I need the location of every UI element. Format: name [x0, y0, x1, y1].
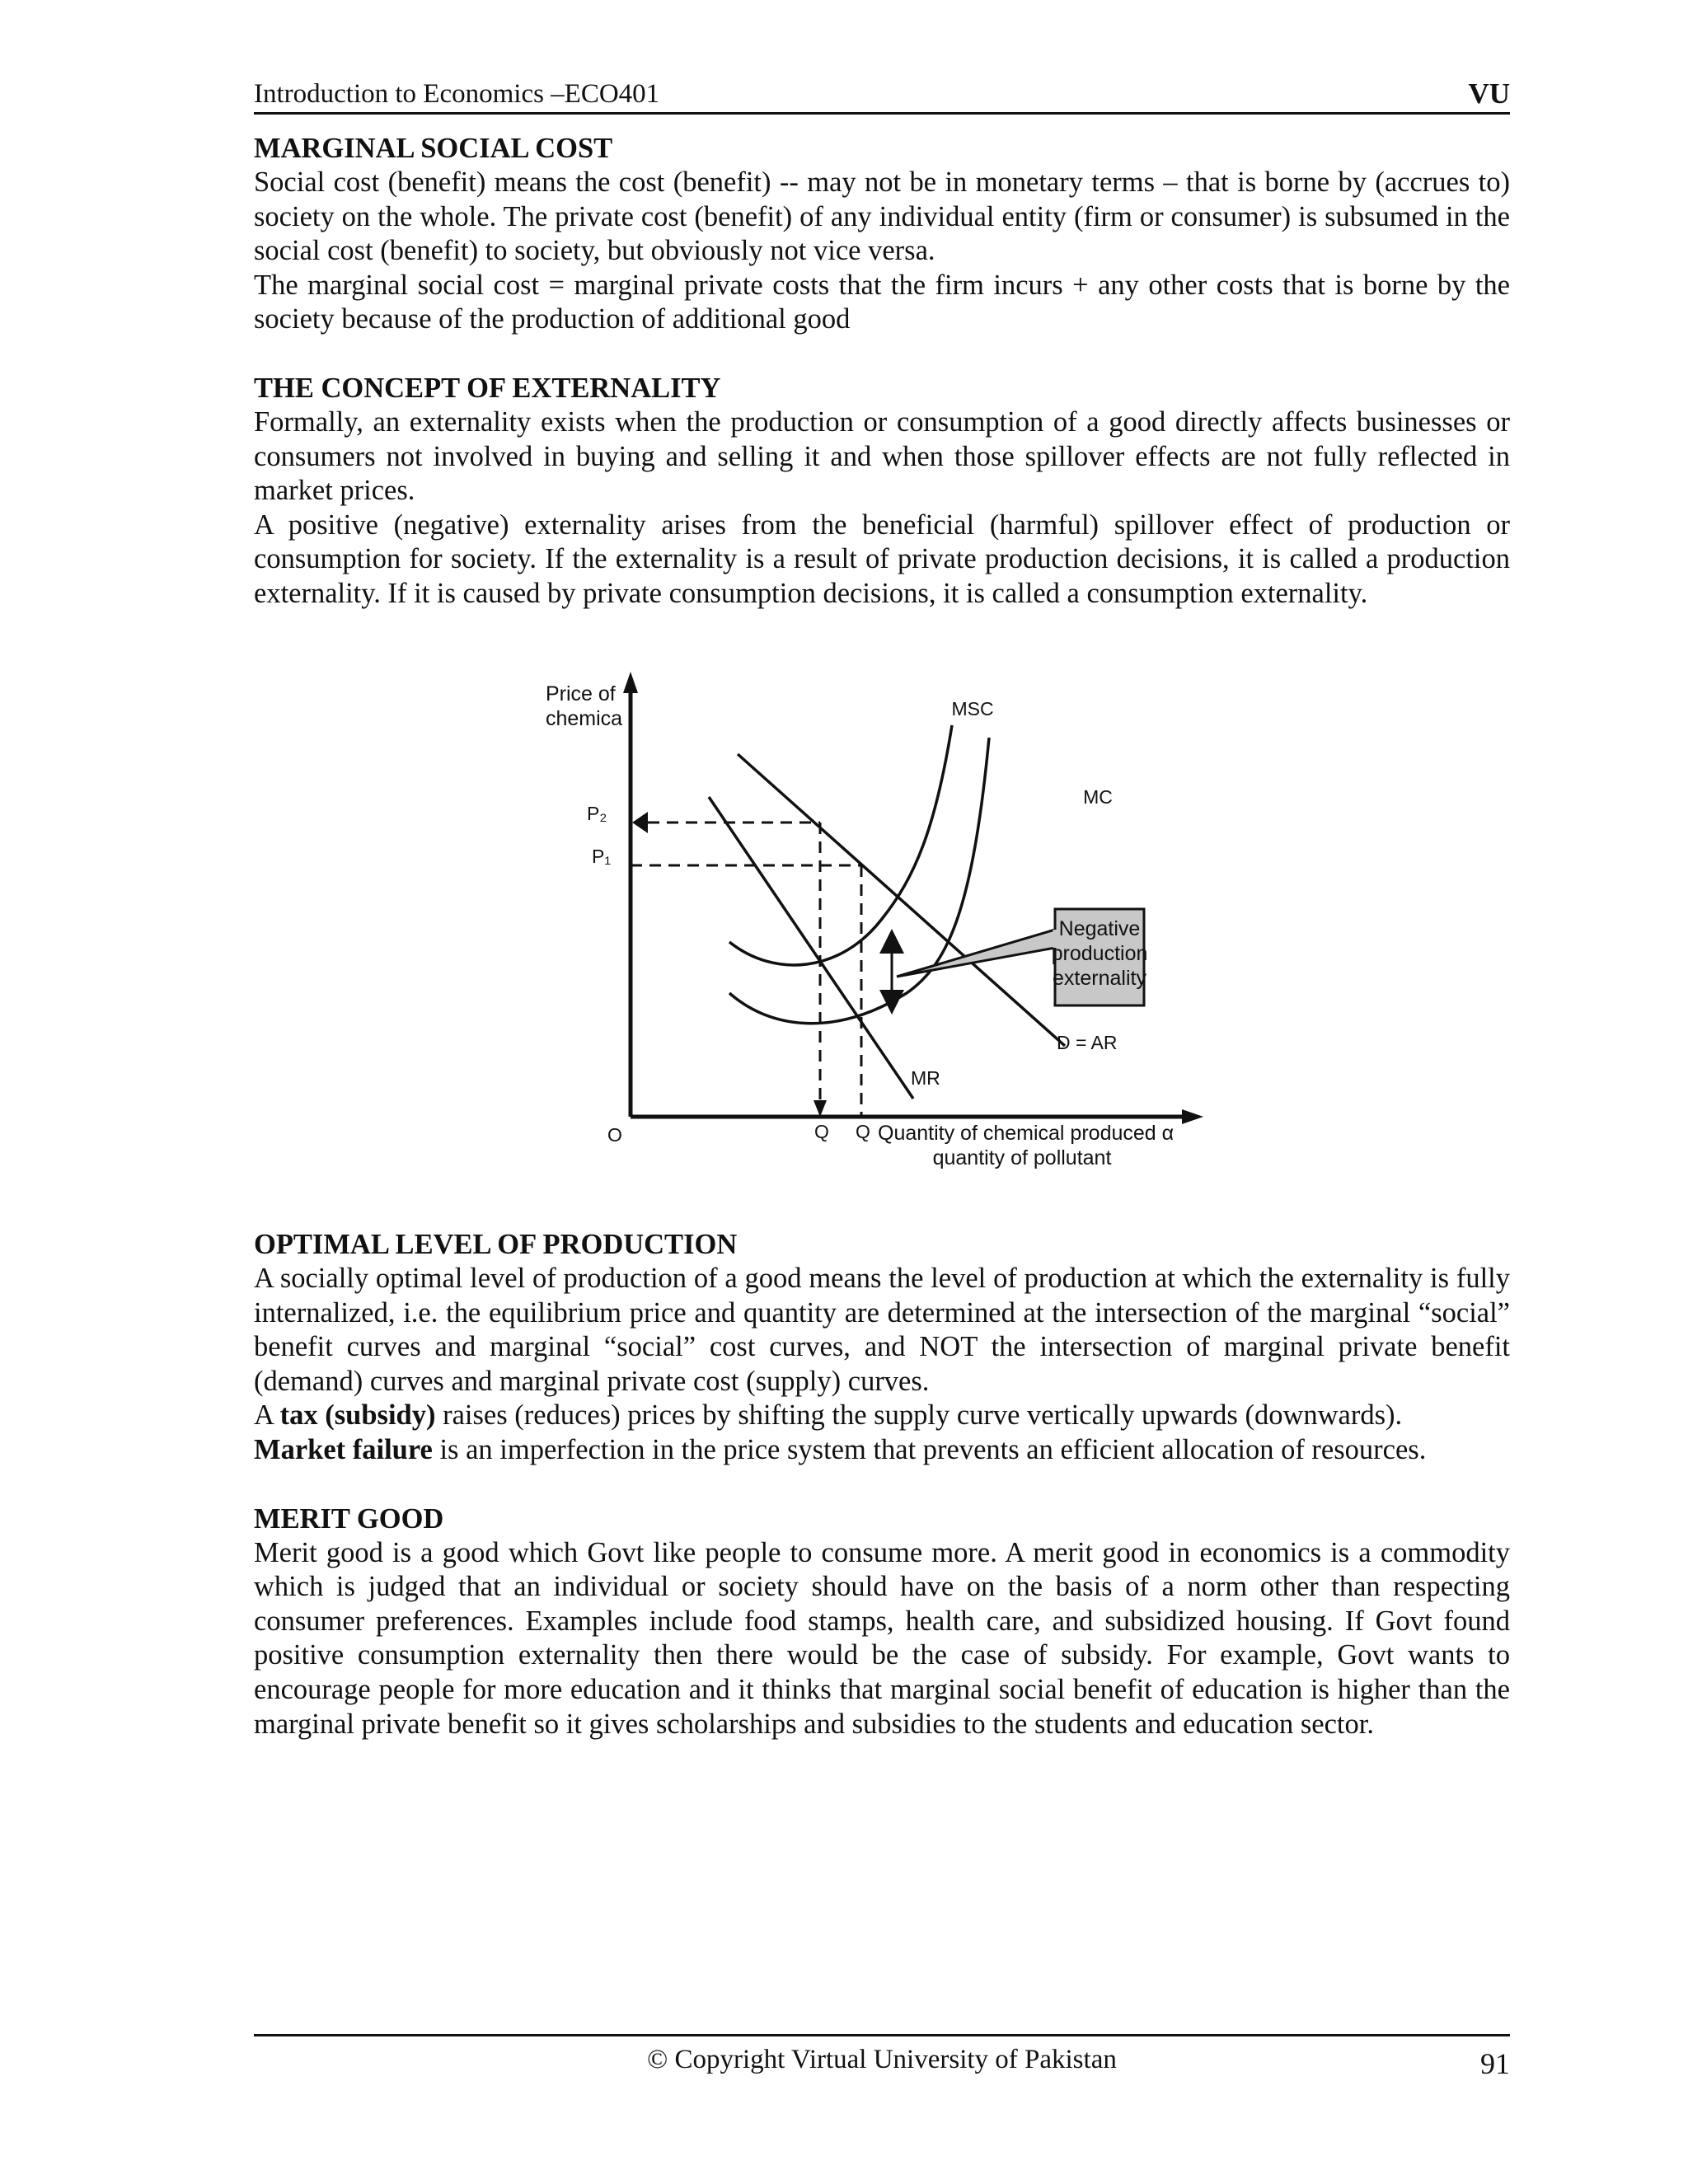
page-header — [254, 76, 1510, 115]
msc-label: MSC — [951, 698, 994, 719]
p2-arrowhead — [632, 812, 648, 833]
p2-label: P₂ — [587, 803, 607, 824]
course-title: Introduction to Economics –ECO401 — [254, 79, 660, 109]
market-failure-term: Market failure — [254, 1433, 433, 1465]
x-axis-label-2: quantity of pollutant — [932, 1146, 1112, 1169]
heading-marginal-social-cost: MARGINAL SOCIAL COST — [254, 133, 613, 164]
tax-subsidy-term: tax (subsidy) — [279, 1399, 436, 1432]
q-social-label: Q — [814, 1121, 829, 1142]
page-number: 91 — [1480, 2047, 1510, 2080]
callout-line-1: Negative — [1058, 917, 1141, 940]
externality-paragraph-1: Formally, an externality exists when the production or consumption of a good directly affects businesses or consumers not involved in buying and selling it and when those spillover effects are not fully reflected in market prices. — [254, 405, 1510, 507]
msc-paragraph-1: Social cost (benefit) means the cost (benefit) -- may not be in monetary terms – that is borne by (accrues to) society on the whole. The private cost (benefit) of any individual entity (firm or consumer) is subsumed in the social cost (benefit) to society, but obviously not vice versa. — [254, 166, 1510, 267]
main-content-top — [254, 132, 1510, 612]
externality-chart — [528, 672, 1220, 1174]
tax-sentence-prefix: A — [254, 1399, 280, 1432]
heading-optimal-level-of-production: OPTIMAL LEVEL OF PRODUCTION — [254, 1229, 738, 1260]
mc-label: MC — [1083, 786, 1113, 808]
main-content-bottom — [254, 1228, 1510, 1741]
origin-label: O — [607, 1124, 622, 1146]
vu-logo: VU — [1468, 77, 1510, 110]
copyright-notice: © Copyright Virtual University of Pakistan — [647, 2045, 1117, 2074]
x-axis-arrowhead — [1182, 1109, 1203, 1124]
optimal-paragraph-1: A socially optimal level of production of a good means the level of production at which the externality is fully internalized, i.e. the equilibrium price and quantity are determined at the intersection of the marginal “social” benefit curves and marginal “social” cost curves, and NOT the intersection of marginal private benefit (demand) curves and marginal private cost (supply) curves. — [254, 1263, 1510, 1397]
demand-curve — [738, 754, 1065, 1046]
externality-paragraph-2: A positive (negative) externality arises from the beneficial (harmful) spillover effect of production or consumption for society. If the externality is a result of private production decisions, it is called a production externality. If it is caused by private consumption decisions, it is called a consumption externality. — [254, 509, 1510, 609]
demand-label: D = AR — [1057, 1032, 1118, 1053]
negative-externality-callout — [897, 909, 1147, 1005]
p1-label: P₁ — [592, 846, 612, 867]
heading-merit-good: MERIT GOOD — [254, 1502, 444, 1535]
page-footer — [254, 2034, 1510, 2086]
q-social-arrowhead — [814, 1100, 827, 1117]
externality-chart-svg — [528, 672, 1220, 1174]
mr-label: MR — [911, 1067, 940, 1089]
optimal-paragraph-2 — [254, 1399, 1510, 1433]
callout-line-3: externality — [1053, 967, 1146, 990]
market-failure-rest: is an imperfection in the price system that prevents an efficient allocation of resources. — [432, 1433, 1427, 1465]
q-private-label: Q — [856, 1121, 870, 1142]
y-axis-label-2: chemica — [546, 707, 623, 730]
tax-sentence-rest: raises (reduces) prices by shifting the supply curve vertically upwards (downwards). — [435, 1399, 1403, 1432]
y-axis-label-1: Price of — [546, 682, 616, 705]
callout-line-2: production — [1051, 942, 1148, 965]
optimal-paragraph-3 — [254, 1433, 1510, 1468]
msc-paragraph-2: The marginal social cost = marginal private costs that the firm incurs + any other costs that is borne by the society because of the production of additional good — [254, 269, 1510, 335]
x-axis-label-1: Quantity of chemical produced α — [878, 1122, 1175, 1145]
heading-concept-of-externality: THE CONCEPT OF EXTERNALITY — [254, 372, 721, 404]
merit-paragraph-1: Merit good is a good which Govt like people to consume more. A merit good in economics is a commodity which is judged that an individual or society should have on the basis of a norm other than respecting consumer preferences. Examples include food stamps, health care, and subsidized housing. If Govt found positive consumption externality then there would be the case of subsidy. For example, Govt wants to encourage people for more education and it thinks that marginal social benefit of education is higher than the marginal private benefit so it gives scholarships and subsidies to the students and education sector. — [254, 1536, 1510, 1740]
y-axis-arrowhead — [623, 672, 638, 693]
